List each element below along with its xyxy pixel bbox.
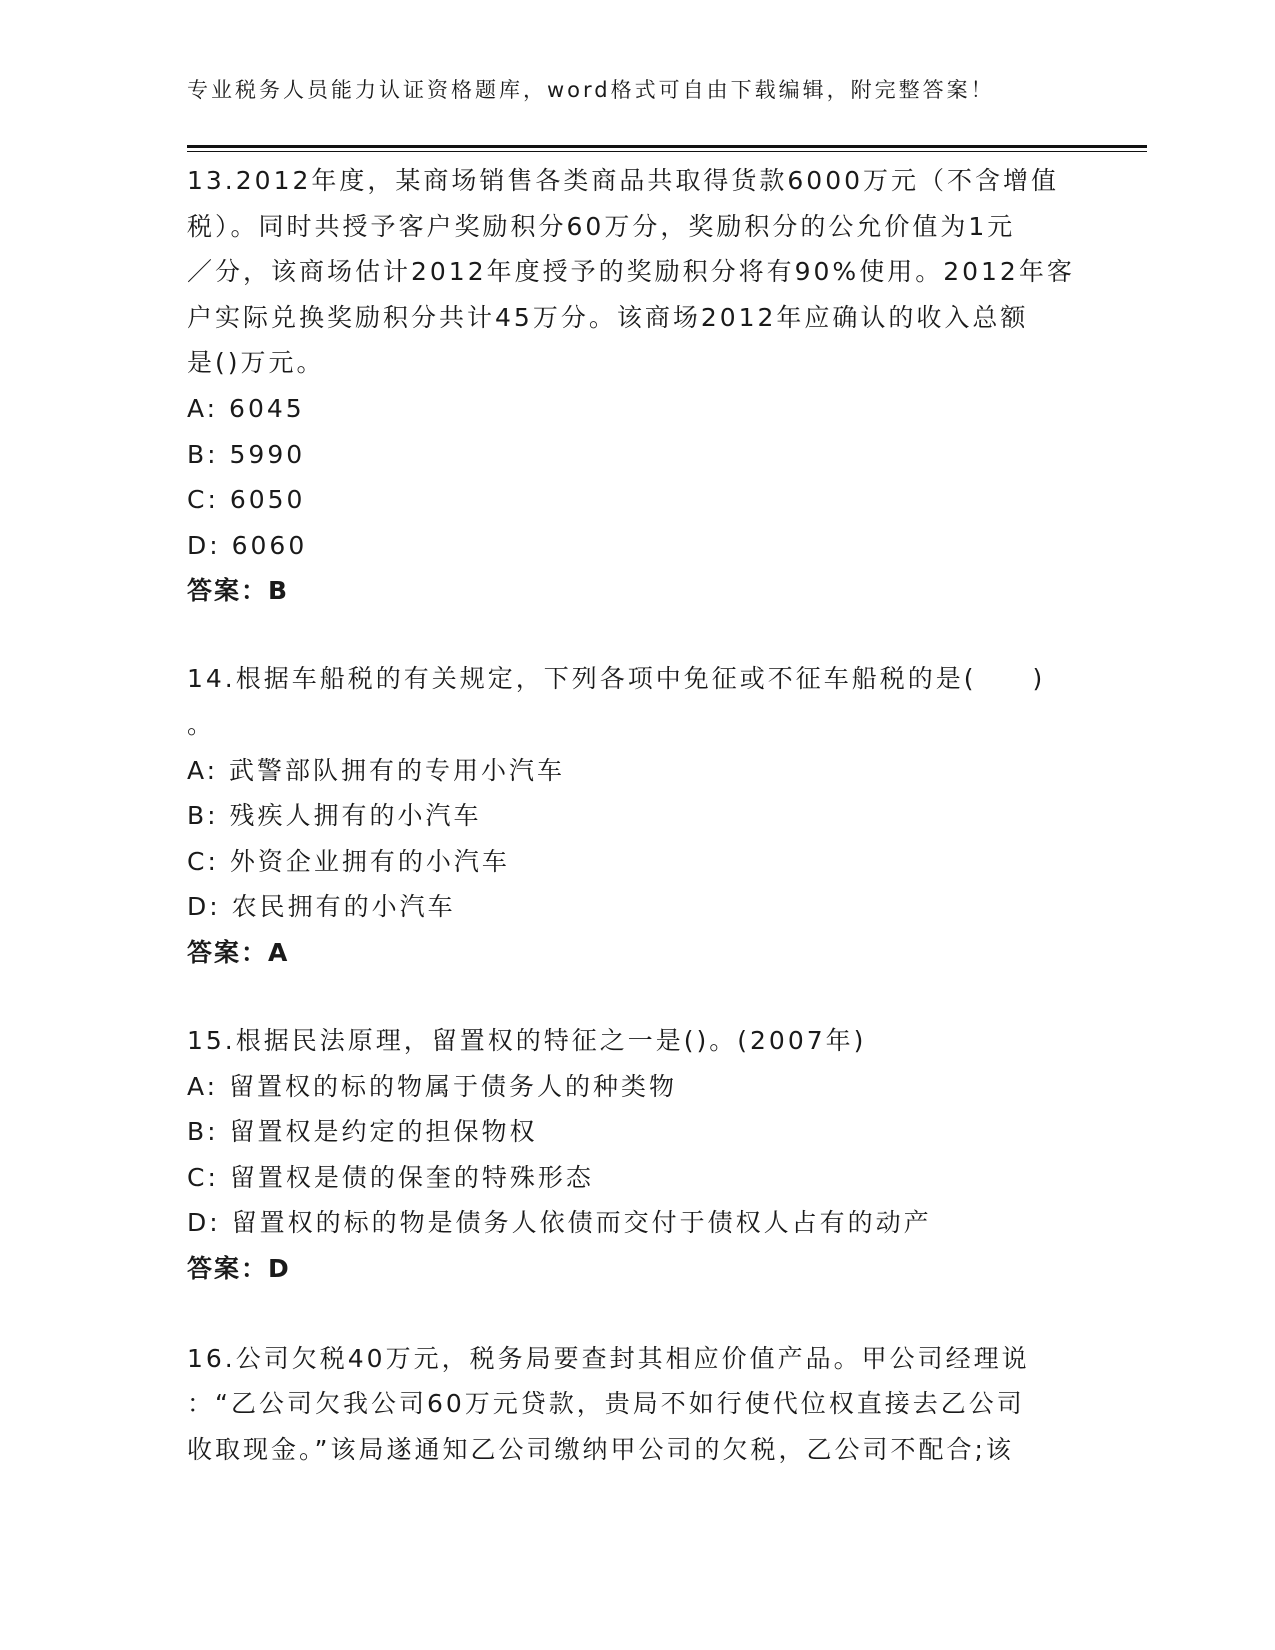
question-text-line: 户实际兑换奖励积分共计45万分。该商场2012年应确认的收入总额 <box>187 302 1029 332</box>
answer-line: 答案：A <box>187 937 290 967</box>
document-header: 专业税务人员能力认证资格题库，word格式可自由下载编辑，附完整答案！ <box>187 78 995 102</box>
option-c: C: 留置权是债的保奎的特殊形态 <box>187 1162 594 1192</box>
answer-line: 答案：D <box>187 1253 291 1283</box>
option-d: D: 6060 <box>187 530 308 560</box>
header-rule-thick <box>187 145 1147 148</box>
question-text-line: ：“乙公司欠我公司60万元贷款，贵局不如行使代位权直接去乙公司 <box>187 1389 1025 1419</box>
question-15 <box>187 1018 1087 1290</box>
question-text-line: 14.根据车船税的有关规定，下列各项中免征或不征车船税的是( ) <box>187 664 1046 694</box>
question-text-line: 13.2012年度，某商场销售各类商品共取得货款6000万元（不含增值 <box>187 166 1060 195</box>
question-16 <box>187 1336 1087 1473</box>
question-14 <box>187 656 1087 974</box>
question-text-line: 。 <box>187 709 216 739</box>
option-d: D: 农民拥有的小汽车 <box>187 892 456 922</box>
question-spacer <box>187 974 1087 1018</box>
option-a: A: 武警部队拥有的专用小汽车 <box>187 755 566 785</box>
option-b: B: 5990 <box>187 439 306 469</box>
header-rule-thin <box>187 151 1147 152</box>
answer-line: 答案：B <box>187 576 290 606</box>
question-list <box>187 158 1087 1473</box>
option-d: D: 留置权的标的物是债务人依债而交付于债权人占有的动产 <box>187 1208 932 1238</box>
question-13 <box>187 158 1087 612</box>
option-c: C: 外资企业拥有的小汽车 <box>187 846 510 876</box>
question-text-line: ／分，该商场估计2012年度授予的奖励积分将有90%使用。2012年客 <box>187 257 1075 287</box>
question-text-line: 是()万元。 <box>187 348 325 378</box>
option-b: B: 留置权是约定的担保物权 <box>187 1117 538 1147</box>
question-text-line: 收取现金。”该局遂通知乙公司缴纳甲公司的欠税，乙公司不配合;该 <box>187 1435 1014 1465</box>
option-b: B: 残疾人拥有的小汽车 <box>187 801 482 831</box>
question-text-line: 税）。同时共授予客户奖励积分60万分，奖励积分的公允价值为1元 <box>187 211 1016 241</box>
question-spacer <box>187 1290 1087 1336</box>
option-a: A: 6045 <box>187 393 305 423</box>
option-c: C: 6050 <box>187 485 306 515</box>
option-a: A: 留置权的标的物属于债务人的种类物 <box>187 1071 678 1101</box>
question-text-line: 16.公司欠税40万元，税务局要查封其相应价值产品。甲公司经理说 <box>187 1343 1030 1373</box>
question-spacer <box>187 612 1087 656</box>
question-text-line: 15.根据民法原理，留置权的特征之一是()。(2007年) <box>187 1025 867 1055</box>
